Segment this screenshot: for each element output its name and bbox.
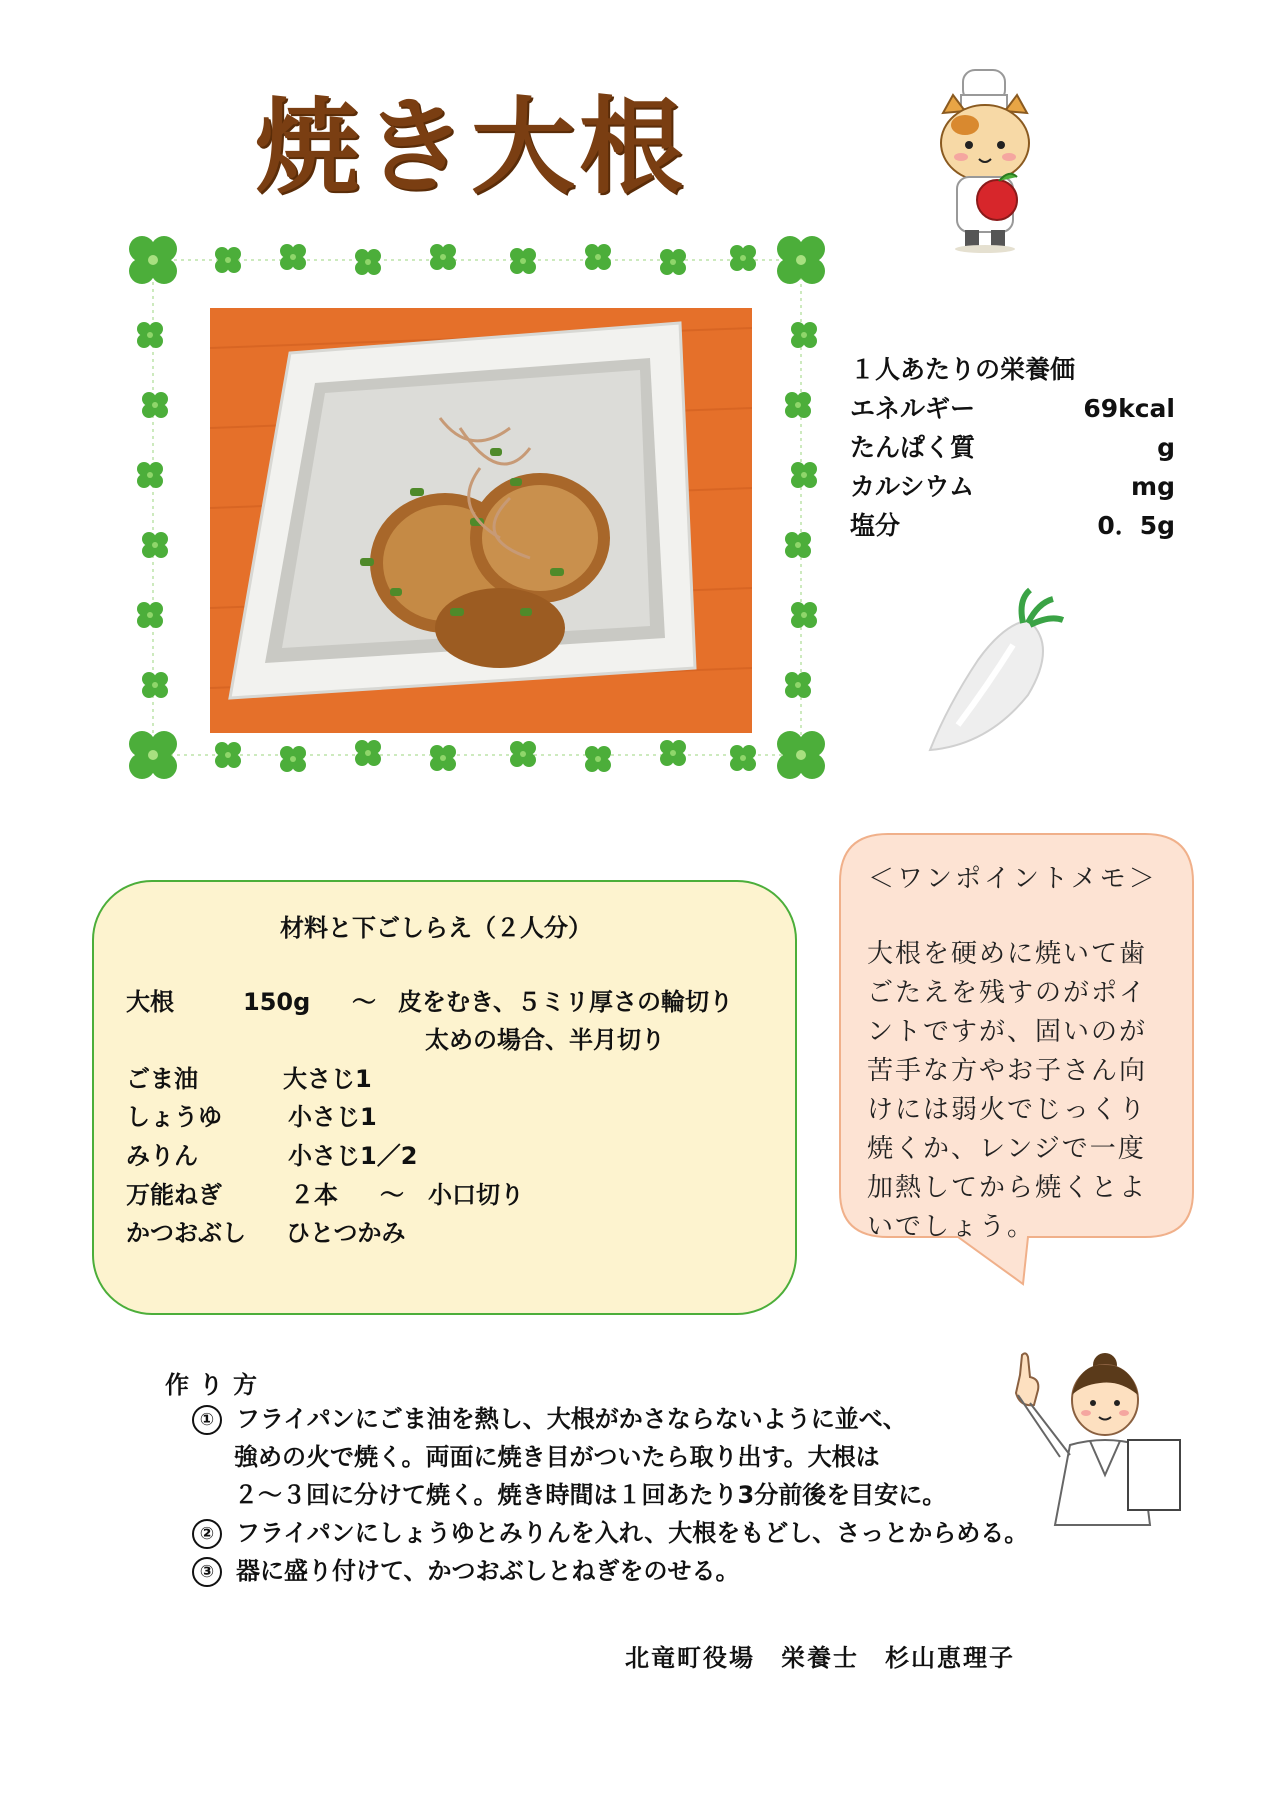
memo-line: 苦手な方やお子さん向 xyxy=(867,1056,1148,1086)
ingredient-amount: 大さじ1 xyxy=(283,1065,372,1093)
memo-body xyxy=(867,935,1167,1247)
daikon-illustration xyxy=(918,585,1068,755)
ingredient-amount: 小さじ1／2 xyxy=(288,1142,418,1170)
food-photo xyxy=(210,308,752,733)
ingredient-amount: ひとつかみ xyxy=(286,1219,406,1247)
chef-cat-illustration xyxy=(925,65,1045,255)
ingredient-name: しょうゆ xyxy=(126,1103,222,1131)
step-number: ② xyxy=(192,1519,222,1549)
step-number: ③ xyxy=(192,1557,222,1587)
nutrition-row-salt xyxy=(850,506,1180,545)
memo-line: ントですが、固いのが xyxy=(867,1017,1148,1047)
method-step-1 xyxy=(192,1400,907,1438)
ingredient-name: 大根 xyxy=(126,988,174,1016)
nutrition-label: たんぱく質 xyxy=(850,433,976,462)
ingredient-note: 皮をむき、５ミリ厚さの輪切り xyxy=(398,988,734,1016)
nutritionist-illustration xyxy=(1000,1345,1185,1545)
method-step-1-cont: ２～３回に分けて焼く。焼き時間は１回あたり3分前後を目安に。 xyxy=(234,1481,947,1509)
method-step-1-cont: 強めの火で焼く。両面に焼き目がついたら取り出す。大根は xyxy=(234,1443,880,1471)
nutrition-row-protein xyxy=(850,428,1180,467)
ingredients-heading: 材料と下ごしらえ（２人分） xyxy=(280,914,592,942)
step-text: フライパンにごま油を熱し、大根がかさならないように並べ、 xyxy=(236,1405,907,1433)
nutrition-value: mg xyxy=(1131,472,1175,501)
memo-line: いでしょう。 xyxy=(867,1212,1036,1242)
nutrition-row-calcium xyxy=(850,467,1180,506)
ingredient-name: みりん xyxy=(126,1142,198,1170)
method-step-3 xyxy=(192,1552,740,1590)
memo-line: 焼くか、レンジで一度 xyxy=(867,1134,1146,1164)
nutrition-panel xyxy=(850,350,1180,545)
memo-line: けには弱火でじっくり xyxy=(867,1095,1148,1125)
nutrition-heading: １人あたりの栄養価 xyxy=(850,355,1076,384)
method-step-2 xyxy=(192,1514,1028,1552)
nutrition-row-energy xyxy=(850,389,1180,428)
step-text: フライパンにしょうゆとみりんを入れ、大根をもどし、さっとからめる。 xyxy=(236,1519,1029,1547)
ingredient-note: 小口切り xyxy=(428,1181,524,1209)
memo-line: 加熱してから焼くとよ xyxy=(867,1173,1148,1203)
nutrition-label: 塩分 xyxy=(850,511,901,540)
method-heading: 作り方 xyxy=(165,1371,267,1399)
nutrition-value: g xyxy=(1157,433,1175,462)
nutrition-value: 0．5g xyxy=(1097,511,1175,540)
step-text: 器に盛り付けて、かつおぶしとねぎをのせる。 xyxy=(236,1557,740,1585)
nutrition-label: カルシウム xyxy=(850,472,975,501)
ingredient-note: 太めの場合、半月切り xyxy=(425,1026,665,1054)
ingredient-amount: ２本 xyxy=(290,1181,338,1209)
memo-title: ＜ワンポイントメモ＞ xyxy=(868,864,1158,894)
nutrition-label: エネルギー xyxy=(850,394,976,423)
author-credit: 北竜町役場 栄養士 杉山恵理子 xyxy=(625,1644,1015,1672)
ingredient-amount: 150g xyxy=(243,988,311,1016)
memo-line: ごたえを残すのがポイ xyxy=(867,978,1148,1008)
tilde: ～ xyxy=(380,1181,404,1209)
nutrition-value: 69kcal xyxy=(1083,394,1175,423)
page-title: 焼き大根 xyxy=(255,86,688,208)
ingredient-amount: 小さじ1 xyxy=(288,1103,377,1131)
tilde: ～ xyxy=(352,988,376,1016)
step-number: ① xyxy=(192,1405,222,1435)
ingredient-name: 万能ねぎ xyxy=(126,1181,222,1209)
ingredient-name: かつおぶし xyxy=(126,1219,246,1247)
memo-line: 大根を硬めに焼いて歯 xyxy=(867,939,1148,969)
ingredient-name: ごま油 xyxy=(126,1065,198,1093)
